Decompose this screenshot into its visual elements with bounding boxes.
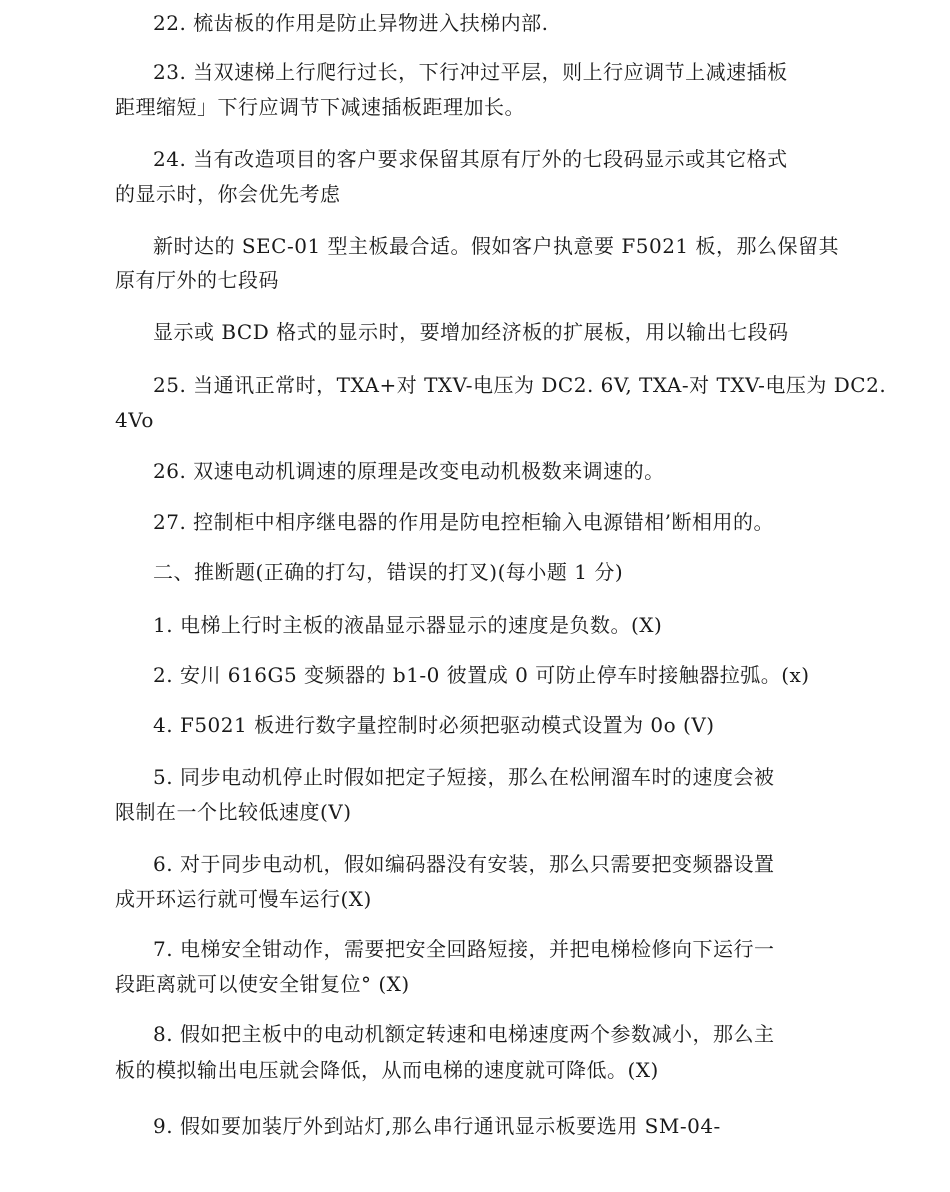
text-line-j5: 5. 同步电动机停止时假如把定子短接，那么在松闸溜车时的速度会被 [153, 765, 775, 789]
text-line-q24-para2-cont: 原有厅外的七段码 [115, 268, 279, 292]
text-line-q25-cont: 4Vo [115, 408, 154, 432]
text-line-j6-cont: 成开环运行就可慢车运行(X) [115, 887, 372, 911]
text-line-j5-cont: 限制在一个比较低速度(V) [115, 800, 352, 824]
section-heading: 二、推断题(正确的打勾，错误的打叉)(每小题 1 分) [153, 560, 624, 584]
text-line-q25: 25. 当通讯正常时，TXA+对 TXV-电压为 DC2. 6V, TXA-对 TXV-电压为 DC2. [153, 373, 887, 397]
text-line-q24-cont: 的显示时，你会优先考虑 [115, 182, 341, 206]
text-line-j4: 4. F5021 板进行数字量控制时必须把驱动模式设置为 0o (V) [153, 713, 715, 737]
text-line-j8-cont: 板的模拟输出电压就会降低，从而电梯的速度就可降低。(X) [115, 1058, 659, 1082]
text-line-j7: 7. 电梯安全钳动作，需要把安全回路短接，并把电梯检修向下运行一 [153, 937, 775, 961]
text-line-j8: 8. 假如把主板中的电动机额定转速和电梯速度两个参数减小，那么主 [153, 1022, 775, 1046]
text-line-j1: 1. 电梯上行时主板的液晶显示器显示的速度是负数。(X) [153, 613, 663, 637]
text-line-q24-para2: 新时达的 SEC-01 型主板最合适。假如客户执意要 F5021 板，那么保留其 [153, 234, 840, 258]
text-line-j9: 9. 假如要加装厅外到站灯,那么串行通讯显示板要选用 SM-04- [153, 1114, 721, 1138]
text-line-q22: 22. 梳齿板的作用是防止异物进入扶梯内部. [153, 11, 549, 35]
text-line-j6: 6. 对于同步电动机，假如编码器没有安装，那么只需要把变频器设置 [153, 852, 775, 876]
text-line-q24-para3: 显示或 BCD 格式的显示时，要增加经济板的扩展板，用以输出七段码 [153, 320, 789, 344]
text-line-q24: 24. 当有改造项目的客户要求保留其原有厅外的七段码显示或其它格式 [153, 147, 788, 171]
text-line-q23: 23. 当双速梯上行爬行过长，下行冲过平层，则上行应调节上减速插板 [153, 60, 788, 84]
text-line-q27: 27. 控制柜中相序继电器的作用是防电控柜输入电源错相’断相用的。 [153, 510, 775, 534]
text-line-q23-cont: 距理缩短」下行应调节下减速插板距理加长。 [115, 95, 525, 119]
text-line-j7-cont: 段距离就可以使安全钳复位° (X) [115, 972, 410, 996]
text-line-j2: 2. 安川 616G5 变频器的 b1-0 彼置成 0 可防止停车时接触器拉弧。(x) [153, 663, 810, 687]
text-line-q26: 26. 双速电动机调速的原理是改变电动机极数来调速的。 [153, 459, 665, 483]
